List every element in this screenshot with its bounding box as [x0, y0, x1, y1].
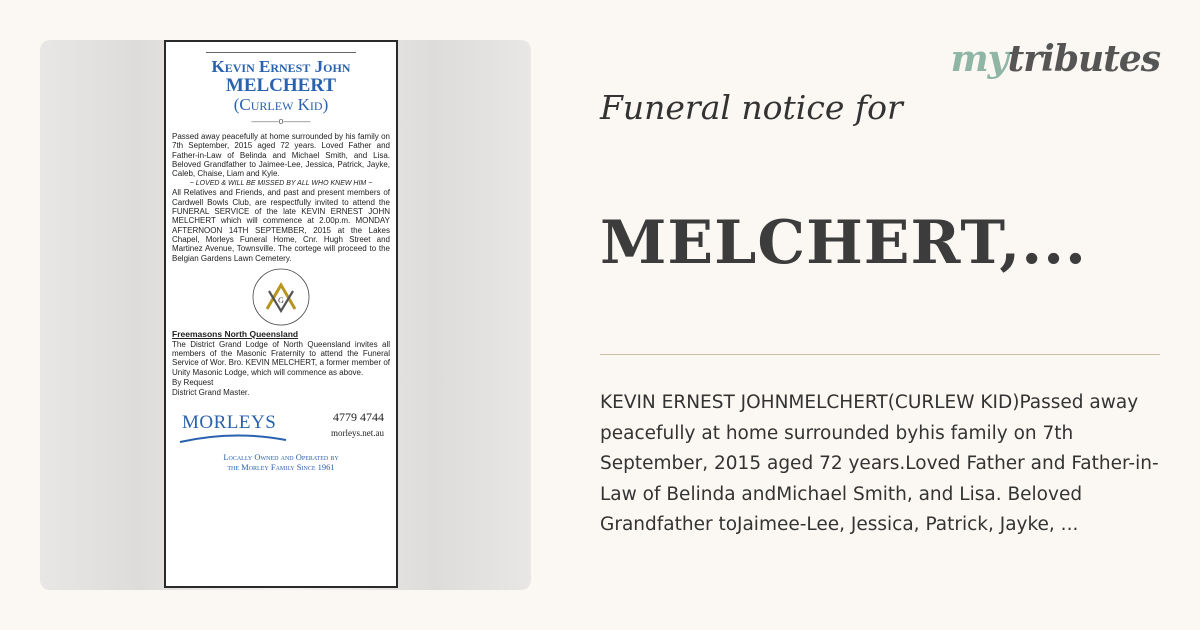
morleys-footer [172, 408, 390, 448]
morleys-logo: MORLEYS [182, 411, 277, 433]
funeral-notice [164, 40, 398, 588]
deceased-surname: MELCHERT,... [600, 208, 1087, 278]
morleys-owned-line1: Locally Owned and Operated by [223, 451, 339, 462]
mytributes-logo[interactable] [951, 38, 1160, 80]
morleys-swoosh-icon [178, 434, 288, 444]
ornament-divider: ———o——— [251, 116, 311, 126]
svg-text:G: G [278, 295, 284, 305]
notice-name-line3: (Curlew Kid) [233, 95, 329, 114]
morleys-website: morleys.net.au [331, 427, 384, 438]
by-request: By Request [172, 378, 214, 388]
notice-name-line1: Kevin Ernest John [211, 57, 351, 76]
logo-tributes: tributes [1007, 38, 1160, 80]
notice-image-panel [40, 40, 531, 590]
notice-paragraph-masonic: The District Grand Lodge of North Queensland invites all members of the Masonic Fraternity to attend the Funeral Service of Wor. Bro. KEVIN MELCHERT, a former member of Unity Masonic Lodge, which will commence as above. [172, 339, 390, 377]
notice-name-line2: MELCHERT [225, 75, 337, 96]
intro-heading: Funeral notice for [600, 88, 903, 127]
section-divider [600, 354, 1160, 355]
notice-name [172, 57, 390, 114]
district-grand-master: District Grand Master. [172, 388, 250, 398]
top-divider [206, 52, 356, 53]
notice-summary-text: KEVIN ERNEST JOHNMELCHERT(CURLEW KID)Passed away peacefully at home surrounded byhis family on 7th September, 2015 aged 72 years.Loved Father and Father-in-Law of Belinda andMichael Smith, and Lisa. Beloved Grandfather toJaimee-Lee, Jessica, Patrick, Jayke, ... [600, 392, 1159, 535]
freemasons-emblem-icon [241, 267, 321, 327]
notice-paragraph-service: All Relatives and Friends, and past and present members of Cardwell Bowls Club, are respectfully invited to attend the FUNERAL SERVICE of the late KEVIN ERNEST JOHN MELCHERT which will commence at 2.00p.m. MONDAY AFTERNOON 14TH SEPTEMBER, 2015 at the Lakes Chapel, Morleys Funeral Home, Cnr. Hugh Street and Martinez Avenue, Townsville. The cortege will proceed to the Belgian Gardens Lawn Cemetery. [172, 188, 390, 263]
notice-paragraph-death: Passed away peacefully at home surrounded by his family on 7th September, 2015 aged 72 years. Loved Father and Father-in-Law of Belinda and Michael Smith, and Lisa. Beloved Grandfather to Jaimee-Lee, Jessica, Patrick, Jayke, Caleb, Chaise, Liam and Kyle. [172, 132, 390, 179]
morleys-owned-line2: the Morley Family Since 1961 [227, 461, 335, 472]
notice-missed-line: ~ LOVED & WILL BE MISSED BY ALL WHO KNEW HIM ~ [189, 180, 373, 188]
logo-my: my [950, 38, 1008, 80]
morleys-phone: 4779 4744 [333, 409, 384, 424]
freemasons-title: Freemasons North Queensland [172, 328, 299, 339]
